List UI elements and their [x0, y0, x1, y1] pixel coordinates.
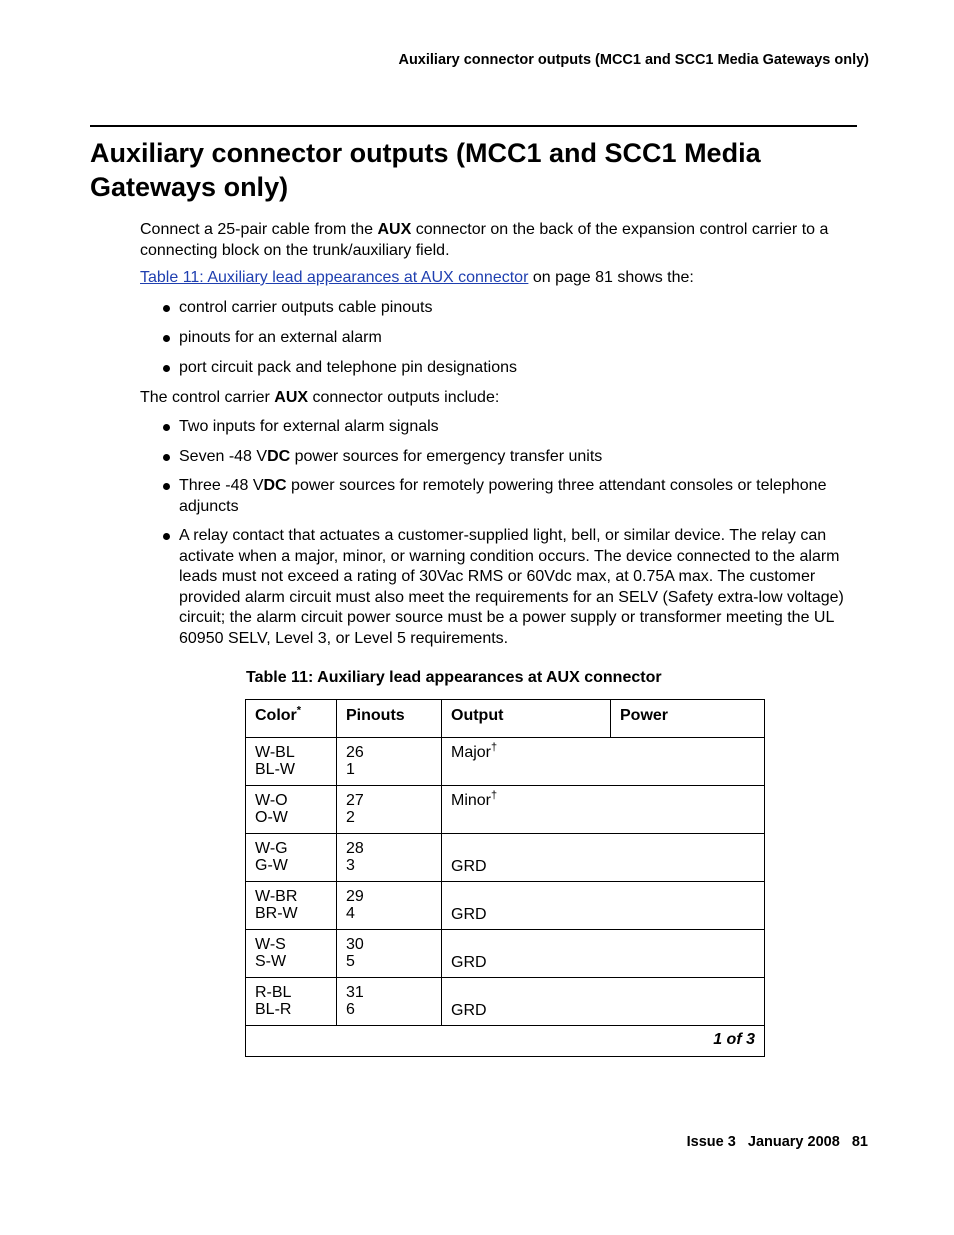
cell-pinouts	[337, 834, 442, 882]
intro-bold: AUX	[377, 221, 412, 238]
cell-output	[442, 786, 765, 834]
cell-output	[442, 930, 765, 978]
item-text-end: power sources for remotely powering three attendant consoles or telephone adjuncts	[179, 477, 827, 515]
table-reference-text: on page 81 shows the:	[528, 269, 694, 286]
color-code: W-O	[255, 792, 288, 809]
cell-color	[246, 978, 337, 1026]
table-row	[246, 978, 765, 1026]
cell-color	[246, 738, 337, 786]
outputs-intro-text: The control carrier	[140, 388, 275, 406]
item-bold: DC	[267, 447, 291, 465]
list-item: control carrier outputs cable pinouts	[140, 298, 860, 319]
pin-number: 2	[346, 809, 355, 826]
pin-number: 31	[346, 984, 364, 1001]
cell-pinouts	[337, 978, 442, 1026]
pin-number: 28	[346, 840, 364, 857]
item-text: Three -48 V	[179, 477, 264, 494]
cell-output	[442, 738, 765, 786]
running-header: Auxiliary connector outputs (MCC1 and SCC1 Media Gateways only)	[398, 52, 869, 68]
page-footer: Issue 3 January 2008 81	[686, 1134, 868, 1150]
item-text-end: power sources for emergency transfer units	[290, 447, 603, 465]
list-item	[140, 476, 860, 517]
list-item: pinouts for an external alarm	[140, 328, 860, 349]
footnote-mark: †	[491, 741, 498, 754]
pin-number: 4	[346, 905, 355, 922]
color-code: R-BL	[255, 984, 292, 1001]
table-row	[246, 834, 765, 882]
cell-color	[246, 834, 337, 882]
output-value: GRD	[451, 906, 487, 923]
list-item: A relay contact that actuates a customer-supplied light, bell, or similar device. The relay can activate when a major, minor, or warning condition occurs. The device connected to the alarm leads must not exceed a rating of 30Vac RMS or 60Vdc max, at 0.75A max. The customer provided alarm circuit must also meet the requirements for an SELV (Safety extra-low voltage) circuit; the alarm circuit power source must be a power supply or transformer meeting the UL 60950 SELV, Level 3, or Level 5 requirements.	[140, 526, 860, 649]
output-value: Major	[451, 744, 492, 761]
cell-pinouts	[337, 738, 442, 786]
color-code: W-S	[255, 936, 286, 953]
cell-color	[246, 882, 337, 930]
color-code: W-G	[255, 840, 288, 857]
pin-number: 3	[346, 857, 355, 874]
table-row	[246, 786, 765, 834]
pin-number: 30	[346, 936, 364, 953]
pin-number: 29	[346, 888, 364, 905]
list-item: Two inputs for external alarm signals	[140, 417, 860, 438]
table-link[interactable]: Table 11: Auxiliary lead appearances at AUX connector	[140, 269, 529, 286]
table-caption: Table 11: Auxiliary lead appearances at AUX connector	[246, 669, 662, 686]
footnote-mark: *	[296, 704, 302, 717]
cell-color	[246, 930, 337, 978]
header-pinouts: Pinouts	[337, 700, 442, 738]
header-color-label: Color	[255, 707, 297, 724]
color-code: W-BR	[255, 888, 298, 905]
intro-paragraph	[140, 220, 860, 261]
footnote-mark: †	[491, 789, 498, 802]
header-color	[246, 700, 337, 738]
outputs-intro-bold: AUX	[274, 388, 309, 406]
item-text: Seven -48 V	[179, 447, 268, 465]
pin-number: 27	[346, 792, 364, 809]
cell-output	[442, 978, 765, 1026]
intro-text-end: connector on the back of the expansion control carrier to a connecting block on the trunk/auxiliary field.	[140, 221, 829, 259]
color-code: S-W	[255, 953, 287, 970]
page-indicator: 1 of 3	[246, 1026, 765, 1057]
outputs-intro-text-end: connector outputs include:	[308, 388, 500, 406]
output-value: GRD	[451, 858, 487, 875]
cell-output	[442, 834, 765, 882]
output-value: GRD	[451, 1002, 487, 1019]
title-rule	[90, 125, 857, 127]
outputs-list	[140, 417, 860, 649]
body-content	[140, 220, 860, 658]
list-item	[140, 447, 860, 468]
output-value: GRD	[451, 954, 487, 971]
cell-output	[442, 882, 765, 930]
table-footer-row	[246, 1026, 765, 1057]
item-bold: DC	[263, 477, 287, 494]
cell-pinouts	[337, 882, 442, 930]
table-reference	[140, 268, 860, 289]
cell-pinouts	[337, 930, 442, 978]
table-row	[246, 930, 765, 978]
output-value: Minor	[451, 792, 492, 809]
page-title: Auxiliary connector outputs (MCC1 and SCC1 Media Gateways only)	[90, 138, 761, 202]
cell-color	[246, 786, 337, 834]
table-row	[246, 738, 765, 786]
color-code: G-W	[255, 857, 288, 874]
table-header-row	[246, 700, 765, 738]
color-code: BL-R	[255, 1001, 292, 1018]
header-power: Power	[611, 700, 765, 738]
color-code: O-W	[255, 809, 288, 826]
header-output: Output	[442, 700, 611, 738]
color-code: W-BL	[255, 744, 295, 761]
table-row	[246, 882, 765, 930]
list-item: port circuit pack and telephone pin designations	[140, 358, 860, 379]
pin-number: 1	[346, 761, 355, 778]
cell-pinouts	[337, 786, 442, 834]
aux-leads-table	[245, 699, 765, 1057]
pin-number: 26	[346, 744, 364, 761]
color-code: BR-W	[255, 905, 298, 922]
color-code: BL-W	[255, 761, 295, 778]
intro-text: Connect a 25-pair cable from the	[140, 221, 378, 238]
pin-number: 5	[346, 953, 355, 970]
outputs-intro	[140, 388, 860, 409]
shows-list	[140, 298, 860, 379]
pin-number: 6	[346, 1001, 355, 1018]
